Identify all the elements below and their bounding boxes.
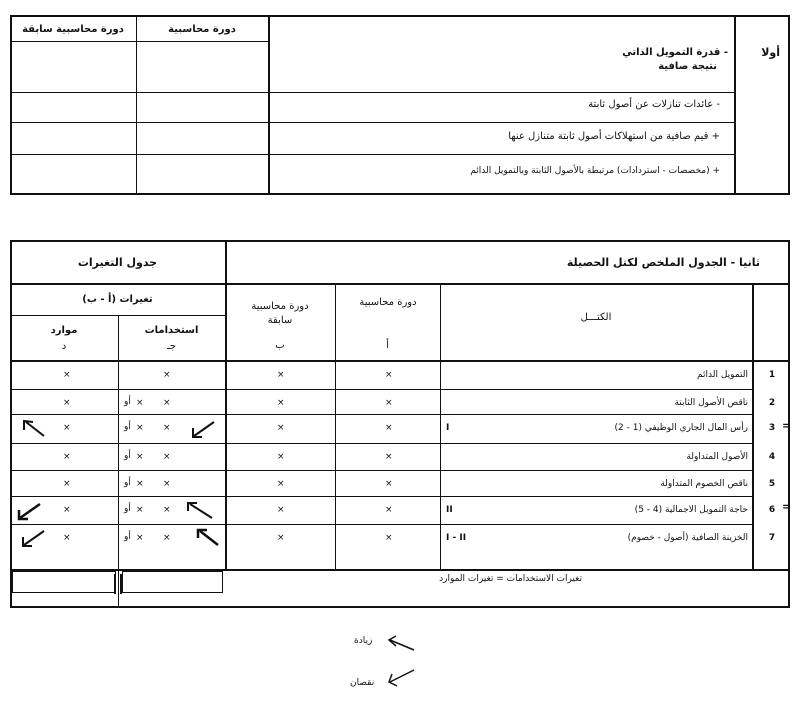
mark-current: × [385, 370, 393, 380]
arrow-increase-resources-row3 [18, 418, 48, 440]
row-roman: I [446, 423, 450, 433]
arrow-increase-uses-row7 [196, 527, 222, 549]
mark-uses-a: × [163, 533, 171, 543]
total-uses-box [122, 571, 223, 593]
row-label: الخزينة الصافية (أصول - خصوم) [627, 533, 748, 543]
mark-current: × [385, 423, 393, 433]
legend-increase-arrow [386, 634, 416, 654]
section1-row-line-1 [10, 92, 734, 93]
header-blocks: الكتـــل [580, 312, 612, 323]
section2-col-line-current [440, 283, 441, 570]
mark-uses-b: × [136, 452, 144, 462]
section1-col-divider-3 [734, 15, 736, 195]
row-number: 1 [768, 370, 776, 380]
equals-row-6: = [782, 500, 792, 513]
section1-header-previous: دورة محاسبية سابقة [22, 24, 124, 35]
row-label: الأصول المتداولة [686, 452, 748, 462]
arrow-decrease-resources-row7 [18, 527, 48, 549]
row-number: 2 [768, 398, 776, 408]
section2-header-line [10, 283, 790, 285]
legend-increase-label: زيادة [354, 636, 373, 646]
header-resources: موارد [50, 325, 78, 336]
section2-row-line-3 [10, 443, 752, 444]
mark-uses-b: × [136, 479, 144, 489]
mark-previous: × [277, 452, 285, 462]
section1-col-divider-2 [268, 15, 270, 195]
mark-current: × [385, 505, 393, 515]
changes-table-title: جدول التغيرات [77, 256, 158, 269]
mark-uses-a: × [163, 452, 171, 462]
header-changes-sub: تغيرات (أ - ب) [82, 294, 153, 305]
header-resources-letter: د [61, 341, 67, 352]
section1-label: أولا [761, 46, 780, 59]
or-text: أو [124, 451, 131, 461]
mark-resources: × [63, 479, 71, 489]
or-text: أو [124, 397, 131, 407]
header-current-letter: أ [386, 340, 389, 351]
or-text: أو [124, 422, 131, 432]
section2-footer-note: تغيرات الاستخدامات = تغيرات الموارد [439, 574, 582, 584]
section1-col-divider-1 [136, 15, 137, 195]
or-text: أو [124, 532, 131, 542]
legend-decrease-arrow [386, 668, 416, 690]
mark-previous: × [277, 533, 285, 543]
mark-current: × [385, 533, 393, 543]
mark-uses-b: × [136, 533, 144, 543]
section2-row-line-6 [10, 524, 752, 525]
row-label: ناقص الأصول الثابتة [674, 398, 748, 408]
section2-title: ثانيا - الجدول الملخص لكتل الحصيلة [566, 256, 760, 269]
row-label: رأس المال الجاري الوظيفي (1 - 2) [614, 423, 748, 433]
arrow-decrease-uses-row3 [188, 418, 218, 440]
mark-current: × [385, 452, 393, 462]
row-roman: I - II [446, 533, 467, 543]
header-previous: دورة محاسبية سابقة [251, 301, 309, 326]
section2-body-top-line [10, 360, 790, 362]
total-equals-sign [110, 572, 126, 596]
or-text: أو [124, 478, 131, 488]
mark-current: × [385, 479, 393, 489]
section1-header-line [10, 41, 268, 42]
section1-title-line2: نتيجة صافية [658, 61, 717, 72]
row-label: التمويل الدائم [697, 370, 748, 380]
mark-resources: × [63, 370, 71, 380]
row-number: 3 [768, 423, 776, 433]
header-previous-letter: ب [275, 340, 285, 351]
row-label: حاجة التمويل الاجمالية (4 - 5) [634, 505, 748, 515]
header-uses: استخدامات [144, 325, 199, 336]
mark-uses-b: × [136, 505, 144, 515]
equals-row-3: = [782, 419, 792, 432]
mark-uses-b: × [136, 398, 144, 408]
header-current: دورة محاسبية [359, 297, 417, 308]
row-number: 4 [768, 452, 776, 462]
mark-previous: × [277, 479, 285, 489]
mark-uses-a: × [163, 370, 171, 380]
section2-col-line-previous [335, 283, 336, 570]
section1-header-current: دورة محاسبية [168, 24, 236, 35]
row-number: 5 [768, 479, 776, 489]
mark-uses-a: × [163, 505, 171, 515]
mark-previous: × [277, 370, 285, 380]
section1-row-line-3 [10, 154, 734, 155]
section2-row-line-2 [10, 414, 752, 415]
mark-current: × [385, 398, 393, 408]
mark-uses-b: × [136, 423, 144, 433]
mark-uses-a: × [163, 423, 171, 433]
section1-row-1: - عائدات تنازلات عن أصول ثابتة [588, 99, 720, 110]
or-text: أو [124, 504, 131, 514]
arrow-decrease-resources-row6 [14, 500, 44, 522]
section2-uses-resources-divider [118, 315, 119, 608]
mark-resources: × [63, 423, 71, 433]
section1-row-2: + قيم صافية من استهلاكات أصول ثابتة متنازل عنها [508, 131, 720, 142]
total-resources-box [12, 571, 116, 593]
row-number: 7 [768, 533, 776, 543]
mark-resources: × [63, 398, 71, 408]
mark-previous: × [277, 505, 285, 515]
mark-uses-a: × [163, 398, 171, 408]
section1-row-3: + (مخصصات - استردادات) مرتبطة بالأصول الثابتة وبالتمويل الدائم [470, 166, 720, 176]
mark-resources: × [63, 505, 71, 515]
mark-uses-a: × [163, 479, 171, 489]
legend-decrease-label: نقصان [350, 678, 375, 688]
mark-resources: × [63, 452, 71, 462]
section2-divider-main [225, 240, 227, 570]
section1-title-line1: - قدرة التمويل الذاتي [622, 47, 728, 58]
row-number: 6 [768, 505, 776, 515]
mark-resources: × [63, 533, 71, 543]
section2-row-line-4 [10, 470, 752, 471]
mark-previous: × [277, 423, 285, 433]
section1-row-line-2 [10, 122, 734, 123]
section2-row-line-5 [10, 496, 752, 497]
section2-row-line-1 [10, 389, 752, 390]
header-uses-letter: جـ [166, 341, 177, 352]
mark-previous: × [277, 398, 285, 408]
arrow-increase-uses-row6 [184, 500, 216, 522]
row-label: ناقص الخصوم المتداولة [660, 479, 748, 489]
row-roman: II [446, 505, 453, 515]
